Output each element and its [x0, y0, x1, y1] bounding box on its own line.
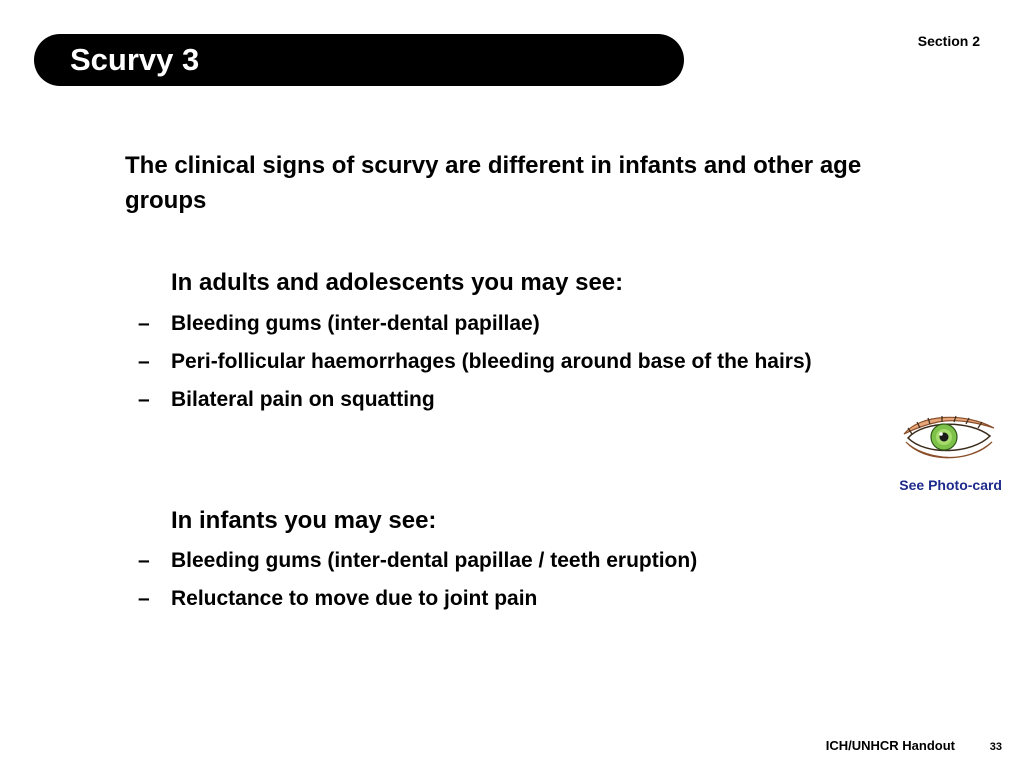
list-item-text: Peri-follicular haemorrhages (bleeding around base of the hairs)	[171, 350, 812, 373]
footer-source: ICH/UNHCR Handout	[825, 738, 955, 753]
title-bar	[34, 34, 684, 86]
page-number: 33	[989, 741, 1002, 753]
dash-bullet: –	[138, 388, 150, 411]
intro-text: The clinical signs of scurvy are different in infants and other age groups	[125, 152, 862, 214]
list-item-text: Bleeding gums (inter-dental papillae)	[171, 312, 540, 335]
section-label: Section 2	[917, 33, 980, 49]
eye-icon[interactable]	[898, 412, 998, 466]
eye-icon-graphic	[898, 412, 998, 466]
list-item-text: Bilateral pain on squatting	[171, 388, 435, 411]
dash-bullet: –	[138, 350, 150, 373]
infants-signs-list	[0, 546, 886, 622]
dash-bullet: –	[138, 549, 150, 572]
list-item	[0, 385, 886, 415]
see-photo-card-link[interactable]: See Photo-card	[899, 477, 1002, 493]
list-item	[0, 309, 886, 339]
adults-heading: In adults and adolescents you may see:	[171, 269, 624, 296]
list-item	[0, 546, 886, 576]
list-item	[0, 347, 886, 377]
dash-bullet: –	[138, 587, 150, 610]
infants-heading: In infants you may see:	[171, 507, 437, 534]
list-item-text: Bleeding gums (inter-dental papillae / teeth eruption)	[171, 549, 698, 572]
adults-signs-list	[0, 309, 886, 423]
list-item-text: Reluctance to move due to joint pain	[171, 587, 538, 610]
dash-bullet: –	[138, 312, 150, 335]
list-item	[0, 584, 886, 614]
slide-title: Scurvy 3	[70, 42, 200, 77]
